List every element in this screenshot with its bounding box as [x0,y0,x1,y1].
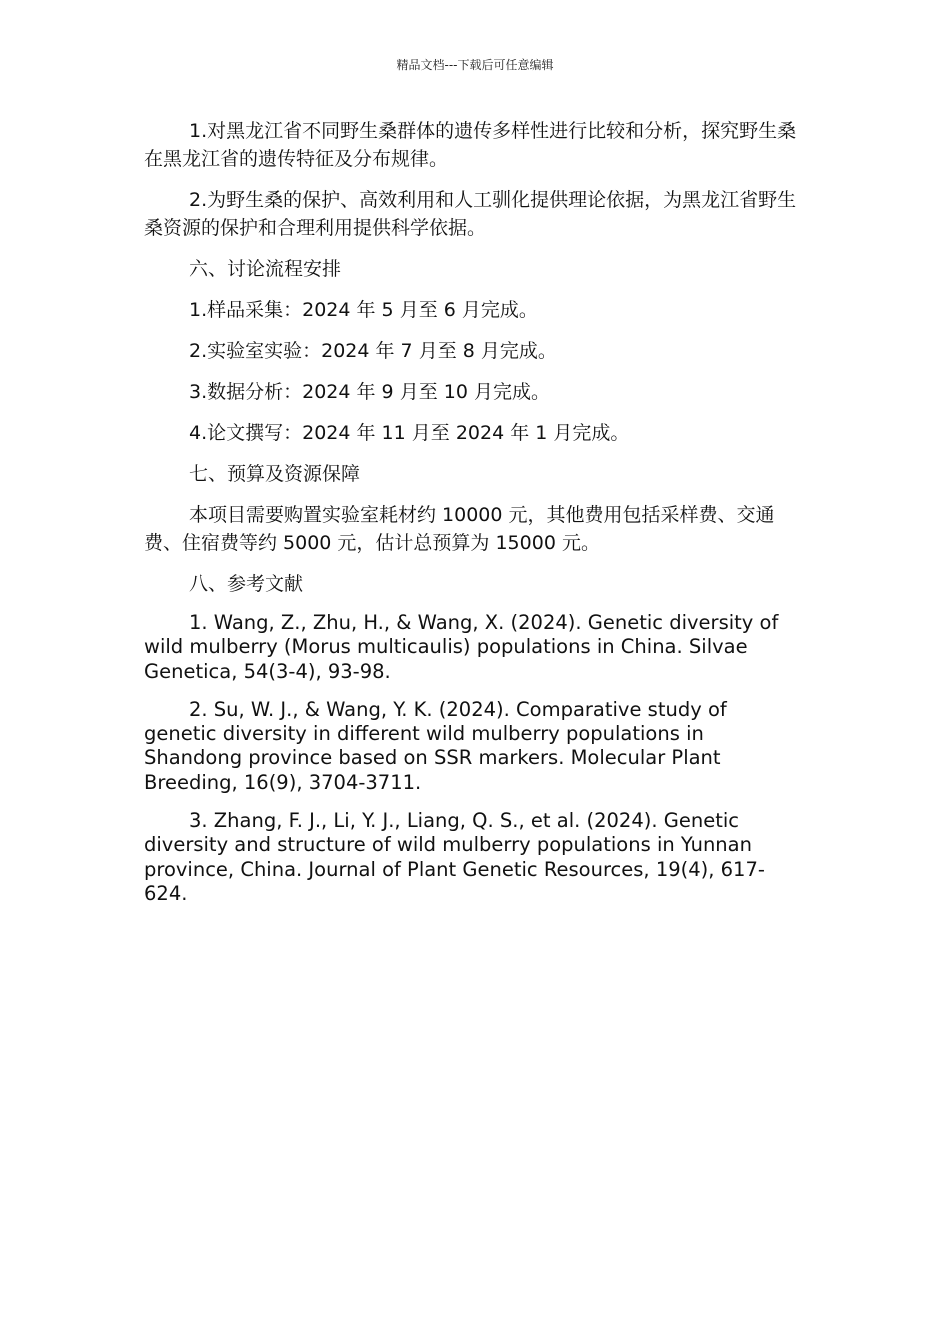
research-goal-1: 1.对黑龙江省不同野生桑群体的遗传多样性进行比较和分析，探究野生桑在黑龙江省的遗传特征及分布规律。 [144,120,797,170]
reference-item-2: 2. Su, W. J., & Wang, Y. K. (2024). Comparative study of genetic diversity in different wild mulberry populations in Shandong province based on SSR markers. Molecular Plant Breeding, 16(9), 3704-3711. [144,697,727,794]
schedule-item-data-analysis: 3.数据分析：2024 年 9 月至 10 月完成。 [189,381,550,403]
schedule-item-sample-collection: 1.样品采集：2024 年 5 月至 6 月完成。 [189,299,538,321]
page-header: 精品文档---下载后可任意编辑 [396,58,554,72]
section-6-title: 六、讨论流程安排 [189,258,342,280]
schedule-item-lab-experiment: 2.实验室实验：2024 年 7 月至 8 月完成。 [189,340,557,362]
reference-item-3: 3. Zhang, F. J., Li, Y. J., Liang, Q. S., et al. (2024). Genetic diversity and structure of wild mulberry populations in Yunnan province, China. Journal of Plant Genetic Resources, 19(4), 617-624. [144,809,765,905]
document-body [144,117,804,920]
reference-item-1: 1. Wang, Z., Zhu, H., & Wang, X. (2024). Genetic diversity of wild mulberry (Morus multicaulis) populations in China. Silvae Genetica, 54(3-4), 93-98. [144,611,779,683]
section-8-title: 八、参考文献 [189,573,304,595]
schedule-item-thesis-writing: 4.论文撰写：2024 年 11 月至 2024 年 1 月完成。 [189,422,630,444]
budget-paragraph: 本项目需要购置实验室耗材约 10000 元，其他费用包括采样费、交通费、住宿费等约 5000 元，估计总预算为 15000 元。 [144,504,775,554]
research-goal-2: 2.为野生桑的保护、高效利用和人工驯化提供理论依据，为黑龙江省野生桑资源的保护和合理利用提供科学依据。 [144,189,797,239]
section-7-title: 七、预算及资源保障 [189,463,361,485]
